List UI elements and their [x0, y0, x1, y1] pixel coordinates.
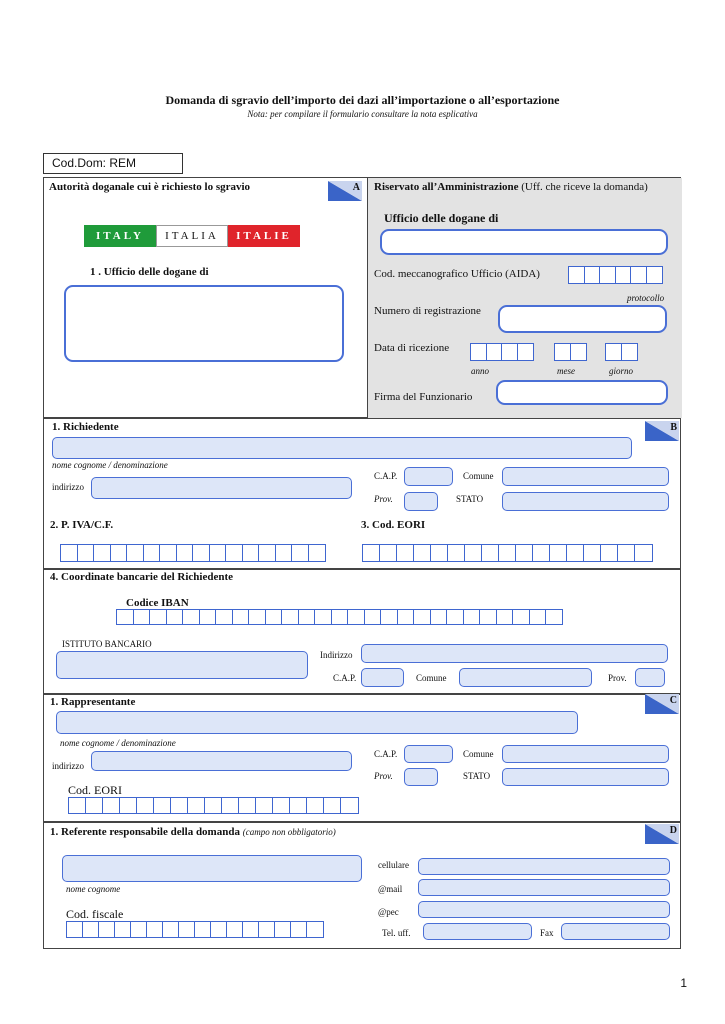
char-box[interactable]: [306, 921, 324, 938]
referente-title: [50, 826, 336, 838]
bank-indirizzo-input[interactable]: [361, 644, 668, 663]
char-box[interactable]: [570, 343, 587, 361]
char-box[interactable]: [192, 544, 210, 562]
cod-dom-box: Cod.Dom: REM: [43, 153, 183, 174]
char-box[interactable]: [397, 609, 415, 625]
char-box[interactable]: [512, 609, 530, 625]
char-box[interactable]: [529, 609, 547, 625]
giorno-boxes[interactable]: [605, 343, 638, 361]
registrazione-label: Numero di registrazione: [374, 305, 481, 317]
char-box[interactable]: [98, 921, 116, 938]
rappresentante-cap-input[interactable]: [404, 745, 453, 763]
referente-nome-label: nome cognome: [66, 884, 121, 894]
char-box[interactable]: [176, 544, 194, 562]
char-box[interactable]: [630, 266, 647, 284]
section-b-letter: B: [670, 422, 677, 433]
char-box[interactable]: [242, 921, 260, 938]
registrazione-input[interactable]: [498, 305, 667, 333]
char-box[interactable]: [136, 797, 155, 814]
char-box[interactable]: [605, 343, 622, 361]
flag-italie: ITALIE: [228, 225, 300, 247]
mese-label: mese: [557, 366, 575, 376]
char-box[interactable]: [275, 544, 293, 562]
char-box[interactable]: [143, 544, 161, 562]
char-box[interactable]: [463, 609, 481, 625]
char-box[interactable]: [272, 797, 291, 814]
richiedente-prov-input[interactable]: [404, 492, 438, 511]
char-box[interactable]: [634, 544, 653, 562]
istituto-input[interactable]: [56, 651, 308, 679]
char-box[interactable]: [238, 797, 257, 814]
char-box[interactable]: [215, 609, 233, 625]
page-number: 1: [680, 976, 687, 990]
piva-boxes[interactable]: [60, 544, 326, 562]
rappresentante-prov-label: Prov.: [374, 771, 393, 781]
eori-boxes[interactable]: [362, 544, 653, 562]
char-box[interactable]: [66, 921, 84, 938]
bank-comune-input[interactable]: [459, 668, 592, 687]
char-box[interactable]: [60, 544, 78, 562]
ricezione-label: Data di ricezione: [374, 342, 450, 354]
char-box[interactable]: [232, 609, 250, 625]
char-box[interactable]: [496, 609, 514, 625]
section-c-corner-icon: [645, 694, 679, 714]
flag-italia: ITALIA: [156, 225, 228, 247]
char-box[interactable]: [170, 797, 189, 814]
char-box[interactable]: [362, 544, 381, 562]
char-box[interactable]: [289, 797, 308, 814]
char-box[interactable]: [110, 544, 128, 562]
char-box[interactable]: [68, 797, 87, 814]
char-box[interactable]: [554, 343, 571, 361]
char-box[interactable]: [430, 544, 449, 562]
char-box[interactable]: [130, 921, 148, 938]
referente-cf-label: Cod. fiscale: [66, 907, 124, 921]
char-box[interactable]: [314, 609, 332, 625]
char-box[interactable]: [82, 921, 100, 938]
richiedente-title: 1. Richiedente: [52, 421, 119, 433]
char-box[interactable]: [447, 544, 466, 562]
char-box[interactable]: [265, 609, 283, 625]
aida-boxes[interactable]: [568, 266, 663, 284]
char-box[interactable]: [599, 266, 616, 284]
section-b-corner-icon: [645, 421, 679, 441]
char-box[interactable]: [646, 266, 663, 284]
richiedente-comune-input[interactable]: [502, 467, 669, 486]
richiedente-indirizzo-label: indirizzo: [52, 482, 84, 492]
rappresentante-eori-boxes[interactable]: [68, 797, 359, 814]
rappresentante-nome-input[interactable]: [56, 711, 578, 734]
richiedente-nome-input[interactable]: [52, 437, 632, 459]
richiedente-comune-label: Comune: [463, 471, 494, 481]
rappresentante-prov-input[interactable]: [404, 768, 438, 786]
char-box[interactable]: [77, 544, 95, 562]
char-box[interactable]: [396, 544, 415, 562]
rappresentante-indirizzo-input[interactable]: [91, 751, 352, 771]
rappresentante-comune-input[interactable]: [502, 745, 669, 763]
char-box[interactable]: [209, 544, 227, 562]
char-box[interactable]: [379, 544, 398, 562]
char-box[interactable]: [291, 544, 309, 562]
bank-cap-input[interactable]: [361, 668, 404, 687]
char-box[interactable]: [621, 343, 638, 361]
section-a-corner-icon: [328, 181, 362, 201]
char-box[interactable]: [242, 544, 260, 562]
aida-label: Cod. meccanografico Ufficio (AIDA): [374, 268, 540, 280]
char-box[interactable]: [162, 921, 180, 938]
reserved-ufficio-input[interactable]: [380, 229, 668, 255]
char-box[interactable]: [413, 544, 432, 562]
char-box[interactable]: [481, 544, 500, 562]
char-box[interactable]: [340, 797, 359, 814]
eori-label: 3. Cod. EORI: [361, 519, 426, 531]
referente-nome-input[interactable]: [62, 855, 362, 882]
char-box[interactable]: [226, 921, 244, 938]
iban-boxes[interactable]: [116, 609, 563, 625]
char-box[interactable]: [568, 266, 585, 284]
anno-label: anno: [471, 366, 489, 376]
mese-boxes[interactable]: [554, 343, 587, 361]
char-box[interactable]: [149, 609, 167, 625]
richiedente-prov-label: Prov.: [374, 494, 393, 504]
section-d-letter: D: [669, 825, 677, 836]
mail-input[interactable]: [418, 879, 670, 896]
istituto-label: ISTITUTO BANCARIO: [62, 639, 152, 649]
char-box[interactable]: [221, 797, 240, 814]
char-box[interactable]: [153, 797, 172, 814]
rappresentante-nome-label: nome cognome / denominazione: [60, 738, 176, 748]
char-box[interactable]: [364, 609, 382, 625]
iban-label: Codice IBAN: [126, 597, 189, 609]
tel-label: Tel. uff.: [382, 928, 411, 938]
section-d-corner-icon: [645, 824, 679, 844]
ufficio-input[interactable]: [64, 285, 344, 362]
char-box[interactable]: [248, 609, 266, 625]
richiedente-nome-label: nome cognome / denominazione: [52, 460, 168, 470]
fax-label: Fax: [540, 928, 554, 938]
bank-indirizzo-label: Indirizzo: [320, 650, 353, 660]
anno-boxes[interactable]: [470, 343, 534, 361]
char-box[interactable]: [464, 544, 483, 562]
rappresentante-cap-label: C.A.P.: [374, 749, 398, 759]
char-box[interactable]: [583, 544, 602, 562]
bank-cap-label: C.A.P.: [333, 673, 357, 683]
char-box[interactable]: [380, 609, 398, 625]
referente-title-note: (campo non obbligatorio): [242, 827, 336, 837]
referente-title-bold: 1. Referente responsabile della domanda: [50, 826, 240, 838]
ufficio-label: 1 . Ufficio delle dogane di: [90, 266, 209, 278]
section-c-letter: C: [669, 695, 677, 706]
char-box[interactable]: [446, 609, 464, 625]
char-box[interactable]: [347, 609, 365, 625]
richiedente-indirizzo-input[interactable]: [91, 477, 352, 499]
char-box[interactable]: [566, 544, 585, 562]
firma-input[interactable]: [496, 380, 668, 405]
char-box[interactable]: [178, 921, 196, 938]
char-box[interactable]: [306, 797, 325, 814]
char-box[interactable]: [204, 797, 223, 814]
char-box[interactable]: [323, 797, 342, 814]
char-box[interactable]: [532, 544, 551, 562]
rappresentante-stato-label: STATO: [463, 771, 491, 781]
pec-label: @pec: [378, 907, 399, 917]
reserved-title-bold: Riservato all’Amministrazione: [374, 181, 519, 193]
char-box[interactable]: [194, 921, 212, 938]
italy-flag-label: [84, 225, 300, 247]
char-box[interactable]: [210, 921, 228, 938]
char-box[interactable]: [501, 343, 518, 361]
char-box[interactable]: [308, 544, 326, 562]
char-box[interactable]: [515, 544, 534, 562]
char-box[interactable]: [479, 609, 497, 625]
tel-input[interactable]: [423, 923, 532, 940]
rappresentante-eori-label: Cod. EORI: [68, 783, 122, 797]
section-a-letter: A: [352, 182, 360, 193]
bank-title: 4. Coordinate bancarie del Richiedente: [50, 571, 234, 583]
char-box[interactable]: [182, 609, 200, 625]
rappresentante-comune-label: Comune: [463, 749, 494, 759]
char-box[interactable]: [486, 343, 503, 361]
rappresentante-title: 1. Rappresentante: [50, 696, 136, 708]
char-box[interactable]: [126, 544, 144, 562]
char-box[interactable]: [258, 544, 276, 562]
flag-italy: ITALY: [84, 225, 156, 247]
char-box[interactable]: [498, 544, 517, 562]
char-box[interactable]: [413, 609, 431, 625]
char-box[interactable]: [159, 544, 177, 562]
char-box[interactable]: [187, 797, 206, 814]
char-box[interactable]: [584, 266, 601, 284]
richiedente-stato-label: STATO: [456, 494, 484, 504]
char-box[interactable]: [470, 343, 487, 361]
char-box[interactable]: [290, 921, 308, 938]
char-box[interactable]: [298, 609, 316, 625]
firma-label: Firma del Funzionario: [374, 391, 473, 403]
reserved-ufficio-label: Ufficio delle dogane di: [384, 211, 499, 225]
rappresentante-indirizzo-label: indirizzo: [52, 761, 84, 771]
char-box[interactable]: [615, 266, 632, 284]
char-box[interactable]: [166, 609, 184, 625]
char-box[interactable]: [258, 921, 276, 938]
mail-label: @mail: [378, 884, 403, 894]
rappresentante-stato-input[interactable]: [502, 768, 669, 786]
form-note: Nota: per compilare il formulario consultare la nota esplicativa: [247, 109, 478, 119]
char-box[interactable]: [114, 921, 132, 938]
section-a-title: Autorità doganale cui è richiesto lo sgravio: [49, 181, 251, 193]
char-box[interactable]: [430, 609, 448, 625]
char-box[interactable]: [617, 544, 636, 562]
char-box[interactable]: [119, 797, 138, 814]
richiedente-cap-input[interactable]: [404, 467, 453, 486]
form-title: Domanda di sgravio dell’importo dei dazi all’importazione o all’esportazione: [165, 93, 560, 107]
fax-input[interactable]: [561, 923, 670, 940]
giorno-label: giorno: [609, 366, 634, 376]
richiedente-stato-input[interactable]: [502, 492, 669, 511]
char-box[interactable]: [116, 609, 134, 625]
char-box[interactable]: [146, 921, 164, 938]
pec-input[interactable]: [418, 901, 670, 918]
char-box[interactable]: [85, 797, 104, 814]
char-box[interactable]: [545, 609, 563, 625]
reserved-title: [374, 181, 648, 193]
char-box[interactable]: [600, 544, 619, 562]
bank-prov-label: Prov.: [608, 673, 627, 683]
bank-prov-input[interactable]: [635, 668, 665, 687]
char-box[interactable]: [102, 797, 121, 814]
char-box[interactable]: [549, 544, 568, 562]
char-box[interactable]: [517, 343, 534, 361]
richiedente-cap-label: C.A.P.: [374, 471, 398, 481]
cellulare-label: cellulare: [378, 860, 409, 870]
char-box[interactable]: [274, 921, 292, 938]
piva-label: 2. P. IVA/C.F.: [50, 519, 114, 531]
char-box[interactable]: [93, 544, 111, 562]
protocollo-label: protocollo: [627, 293, 665, 303]
char-box[interactable]: [331, 609, 349, 625]
char-box[interactable]: [281, 609, 299, 625]
cellulare-input[interactable]: [418, 858, 670, 875]
char-box[interactable]: [199, 609, 217, 625]
char-box[interactable]: [225, 544, 243, 562]
char-box[interactable]: [133, 609, 151, 625]
bank-comune-label: Comune: [416, 673, 447, 683]
referente-cf-boxes[interactable]: [66, 921, 324, 938]
char-box[interactable]: [255, 797, 274, 814]
reserved-title-rest: (Uff. che riceve la domanda): [518, 181, 648, 193]
